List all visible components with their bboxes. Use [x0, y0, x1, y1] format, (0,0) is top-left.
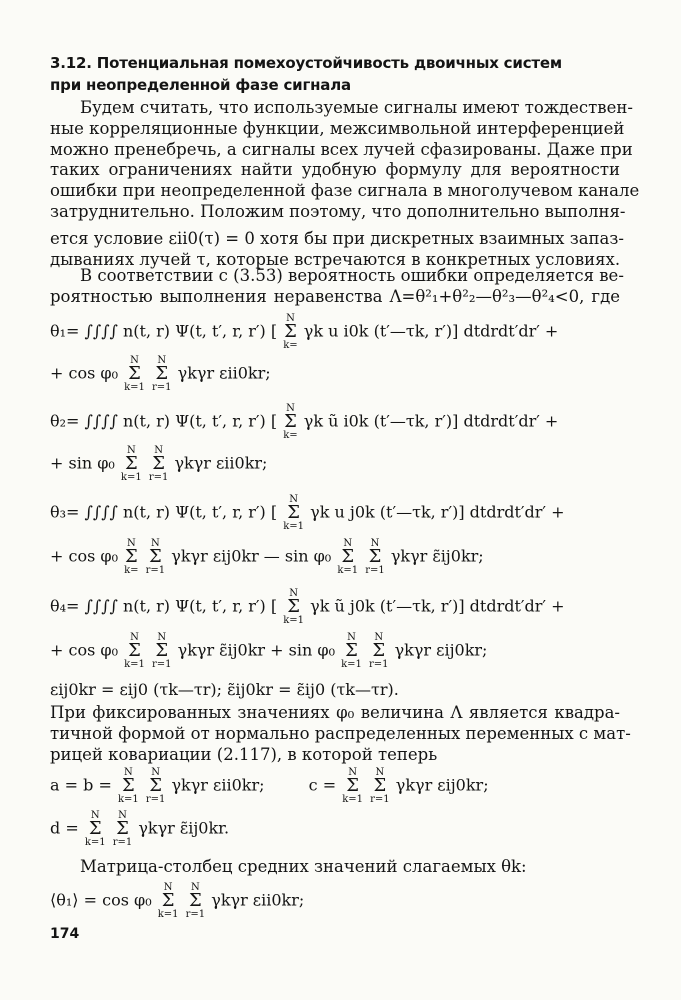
sum-symbol: N Σ r=1: [148, 445, 169, 483]
sum-symbol: N Σ k=: [124, 538, 139, 576]
sum-symbol: N Σ r=1: [370, 767, 390, 805]
section-title: [50, 52, 610, 96]
formula-theta2-cont: + sin φ₀ N Σ k=1 N Σ r=1 γkγr εii0kr;: [50, 445, 268, 483]
formula-theta4: θ₄= ∫∫∫∫ n(t, r) Ψ(t, t′, r, r′) [ N Σ k=1 γk ũ j0k (t′—τk, r′)] dtdrdt′dr′ +: [50, 588, 565, 626]
sum-symbol: N Σ r=1: [365, 538, 385, 576]
sum-symbol: N Σ r=1: [145, 538, 166, 576]
paragraph-line: ные корреляционные функции, межсимвольной интерференцией: [50, 118, 625, 138]
sum-symbol: N Σ k=1: [342, 767, 364, 805]
paragraph-3: [50, 703, 631, 765]
section-title-line-1: 3.12. Потенциальная помехоустойчивость двоичных систем: [50, 54, 562, 72]
sum-symbol: N Σ k=1: [283, 588, 305, 626]
paragraph-line: Матрица-столбец средних значений слагаемых θk:: [80, 857, 527, 876]
paragraph-line: При фиксированных значениях φ₀ величина Λ является квадра-: [50, 703, 620, 722]
paragraph-line: ется условие εii0(τ) = 0 хотя бы при дискретных взаимных запаз-: [50, 228, 624, 248]
formula-theta1-cont: + cos φ₀ N Σ k=1 N Σ r=1 γkγr εii0kr;: [50, 355, 271, 393]
formula-d: d = N Σ k=1 N Σ r=1 γkγr ε̃ij0kr.: [50, 810, 230, 848]
sum-symbol: N Σ r=1: [152, 355, 172, 393]
paragraph-4: [50, 857, 620, 878]
formula-a-b-c: a = b = N Σ k=1 N Σ r=1 γkγr εii0kr; c = N Σ k=1 N Σ r=1 γkγr εij0kr;: [50, 767, 489, 805]
sum-symbol: N Σ k=: [283, 313, 298, 351]
paragraph-line: Будем считать, что используемые сигналы имеют тождествен-: [80, 98, 633, 117]
paragraph-2: [50, 266, 624, 308]
sum-symbol: N Σ k=1: [341, 632, 362, 670]
formula-theta2: θ₂= ∫∫∫∫ n(t, r) Ψ(t, t′, r, r′) [ N Σ k= γk ũ i0k (t′—τk, r′)] dtdrdt′dr′ +: [50, 403, 559, 441]
page-number: 174: [50, 926, 80, 942]
formula-epsilon-definitions: εij0kr = εij0 (τk—τr); ε̃ij0kr = ε̃ij0 (τk—τr).: [50, 680, 399, 699]
paragraph-1: [50, 98, 640, 270]
paragraph-line: В соответствии с (3.53) вероятность ошибки определяется ве-: [80, 266, 624, 285]
sum-symbol: N Σ r=1: [185, 882, 206, 920]
paragraph-line: ошибки при неопределенной фазе сигнала в многолучевом канале: [50, 181, 640, 201]
sum-symbol: N Σ r=1: [145, 767, 166, 805]
sum-symbol: N Σ k=1: [117, 767, 139, 805]
paragraph-line: тичной формой от нормально распределенных переменных с мат-: [50, 723, 631, 743]
sum-symbol: N Σ k=1: [84, 810, 106, 848]
formula-theta3: θ₃= ∫∫∫∫ n(t, r) Ψ(t, t′, r, r′) [ N Σ k=1 γk u j0k (t′—τk, r′)] dtdrdt′dr′ +: [50, 494, 565, 532]
paragraph-line: таких ограничениях найти удобную формулу для вероятности: [50, 160, 620, 180]
paragraph-line: затруднительно. Положим поэтому, что дополнительно выполня-: [50, 201, 626, 221]
formula-theta3-cont: + cos φ₀ N Σ k= N Σ r=1 γkγr εij0kr — sin φ₀ N Σ k=1 N Σ r=1 γkγr ε̃ij0kr;: [50, 538, 484, 576]
formula-theta1: θ₁= ∫∫∫∫ n(t, r) Ψ(t, t′, r, r′) [ N Σ k= γk u i0k (t′—τk, r′)] dtdrdt′dr′ +: [50, 313, 559, 351]
formula-mean-theta1: ⟨θ₁⟩ = cos φ₀ N Σ k=1 N Σ r=1 γkγr εii0kr;: [50, 882, 305, 920]
sum-symbol: N Σ k=1: [157, 882, 179, 920]
sum-symbol: N Σ k=1: [337, 538, 359, 576]
paragraph-line: дываниях лучей τ, которые встречаются в конкретных условиях.: [50, 249, 621, 269]
sum-symbol: N Σ k=: [283, 403, 298, 441]
sum-symbol: N Σ k=1: [124, 355, 145, 393]
sum-symbol: N Σ r=1: [152, 632, 172, 670]
paragraph-line: роятностью выполнения неравенства Λ=θ²₁+θ²₂—θ²₃—θ²₄<0, где: [50, 286, 620, 306]
sum-symbol: N Σ k=1: [283, 494, 305, 532]
section-title-line-2: при неопределенной фазе сигнала: [50, 76, 351, 94]
formula-theta4-cont: + cos φ₀ N Σ k=1 N Σ r=1 γkγr ε̃ij0kr + sin φ₀ N Σ k=1 N Σ r=1 γkγr εij0kr;: [50, 632, 488, 670]
sum-symbol: N Σ k=1: [120, 445, 142, 483]
paragraph-line: рицей ковариации (2.117), в которой теперь: [50, 744, 438, 764]
sum-symbol: N Σ r=1: [112, 810, 133, 848]
sum-symbol: N Σ r=1: [368, 632, 389, 670]
paragraph-line: можно пренебречь, а сигналы всех лучей сфазированы. Даже при: [50, 139, 633, 159]
sum-symbol: N Σ k=1: [124, 632, 145, 670]
